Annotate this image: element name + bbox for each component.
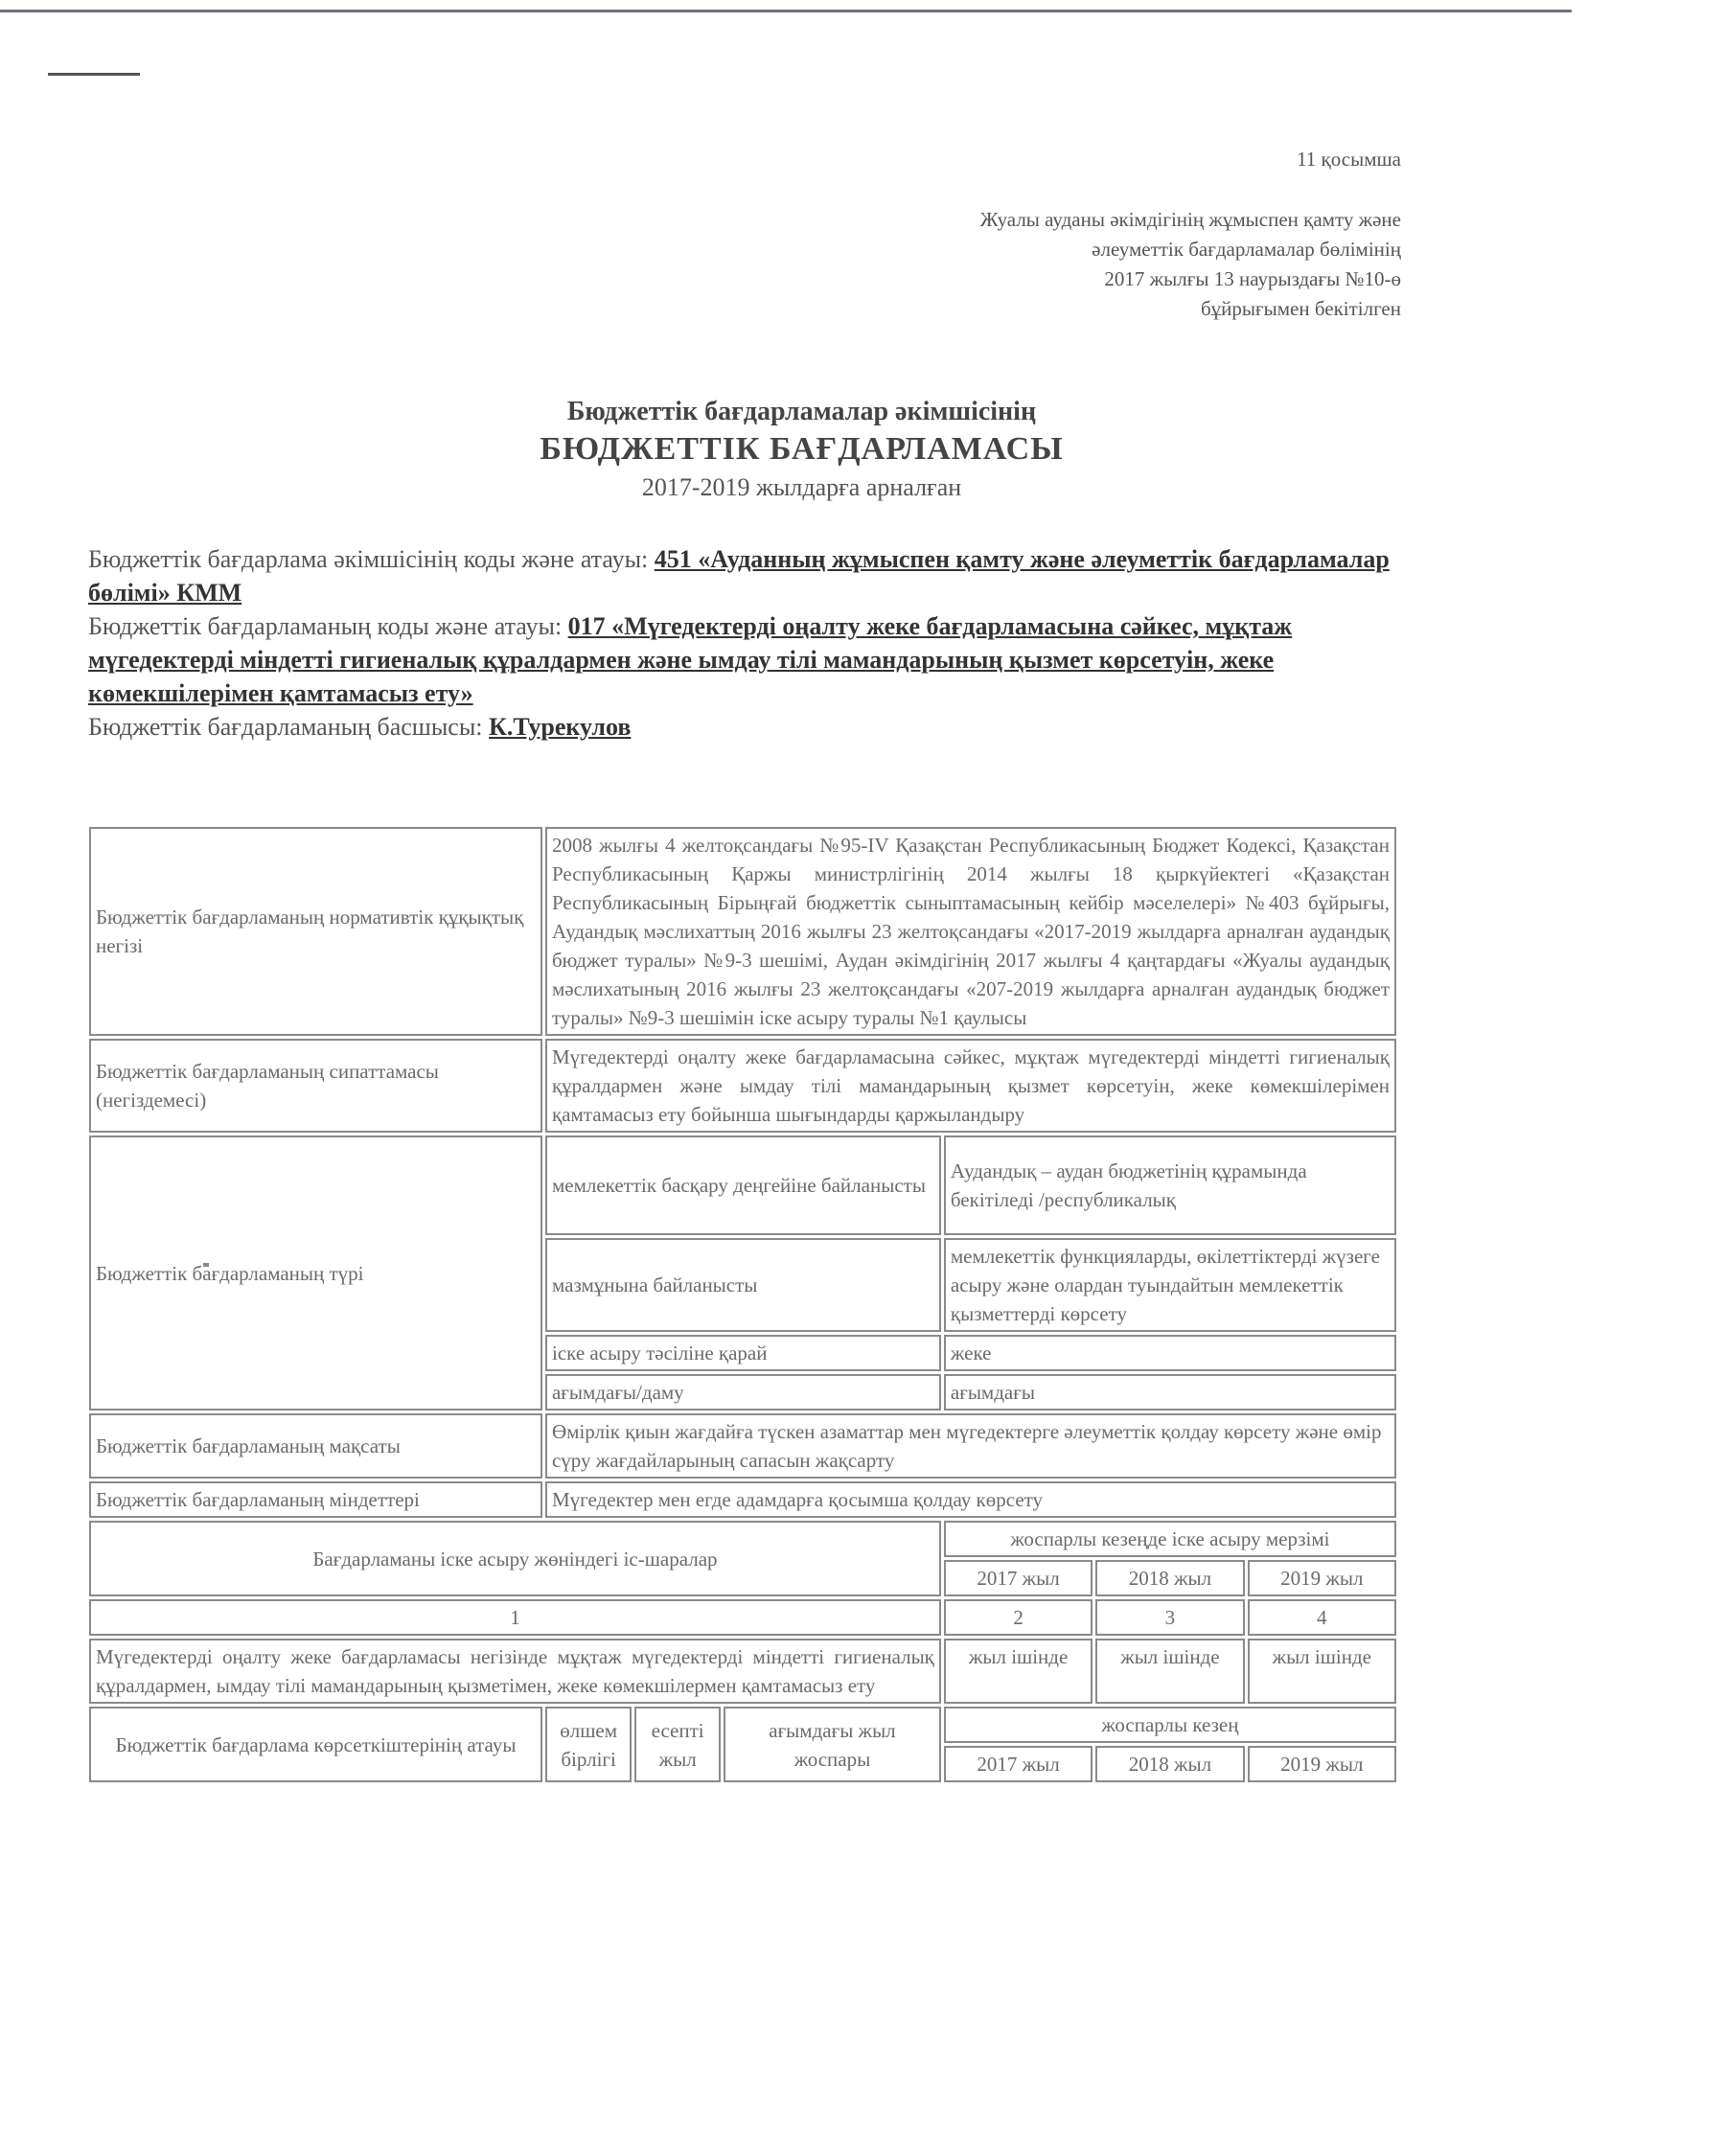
description-label: Бюджеттік бағдарламаның сипаттамасы (негіздемесі) — [89, 1039, 542, 1133]
indicator-header: Бюджеттік бағдарлама көрсеткіштерінің атауы — [89, 1707, 542, 1782]
document-title: БЮДЖЕТТІК БАҒДАРЛАМАСЫ — [540, 431, 1064, 467]
column-number: 4 — [1248, 1599, 1396, 1636]
goal-label: Бюджеттік бағдарламаның мақсаты — [89, 1413, 542, 1479]
title-period: 2017-2019 жылдарға арналған — [641, 473, 962, 501]
approval-line: әлеуметтік бағдарламалар бөлімінің — [1092, 238, 1401, 261]
admin-value: 451 «Ауданның жұмыспен қамту және әлеуметтік бағдарламалар бөлімі» КММ — [88, 545, 1390, 607]
table-row — [89, 1481, 1396, 1518]
table-row — [89, 1039, 1396, 1133]
admin-info — [88, 542, 1430, 609]
admin-label: Бюджеттік бағдарлама әкімшісінің коды және атауы: — [88, 545, 649, 573]
period-header: жоспарлы кезеңде іске асыру мерзімі — [944, 1521, 1396, 1557]
table-row — [89, 827, 1396, 1036]
program-info — [88, 542, 1430, 744]
current-plan-header: ағымдағы жыл жоспары — [724, 1707, 941, 1782]
legal-basis-value: 2008 жылғы 4 желтоқсандағы №95-IV Қазақстан Республикасының Бюджет Кодексі, Қазақстан Республикасының Қаржы министрлігінің 2014 жылғы 18 қыркүйектегі «Қазақстан Республикасының Бірыңғай бюджеттік сыныптамасының кейбір мәселелері» №403 бұйрығы, Аудандық мәслихаттың 2016 жылғы 23 желтоқсандағы «2017-2019 жылдарға арналған аудандық бюджет туралы» №9-3 шешімі, Аудан әкімдігінің 2017 жылғы 4 қаңтардағы «Жуалы аудандық мәслихатының 2016 жылғы 23 желтоқсандағы «207-2019 жылдарға арналған аудандық бюджет туралы» №9-3 шешімін іске асыру туралы №1 қаулысы — [545, 827, 1396, 1036]
measures-header: Бағдарламаны іске асыру жөніндегі іс-шаралар — [89, 1521, 941, 1596]
type-value: ағымдағы — [944, 1374, 1396, 1411]
unit-header: өлшем бірлігі — [545, 1707, 632, 1782]
description-value: Мүгедектерді оңалту жеке бағдарламасына сәйкес, мұқтаж мүгедектерді міндетті гигиеналық құралдармен және ымдау тілі мамандарының қызмет көрсетуін, жеке көмекшілерімен қамтамасыз ету бойынша шығындарды қаржыландыру — [545, 1039, 1396, 1133]
type-value: Аудандық – аудан бюджетінің құрамында бекітіледі /республикалық — [944, 1135, 1396, 1235]
measure-term: жыл ішінде — [1248, 1639, 1396, 1704]
program-code-info — [88, 609, 1430, 710]
program-table — [86, 824, 1399, 1785]
measure-term: жыл ішінде — [944, 1639, 1092, 1704]
year-header: 2018 жыл — [1095, 1746, 1244, 1782]
year-header: 2017 жыл — [944, 1560, 1092, 1596]
table-row — [89, 1135, 1396, 1235]
table-row — [89, 1639, 1396, 1704]
approval-line: Жуалы ауданы әкімдігінің жұмыспен қамту және — [979, 208, 1401, 231]
tasks-value: Мүгедектер мен егде адамдарға қосымша қолдау көрсету — [545, 1481, 1396, 1518]
legal-basis-label: Бюджеттік бағдарламаның нормативтік құқықтық негізі — [89, 827, 542, 1036]
title-line-1: Бюджеттік бағдарламалар әкімшісінің — [566, 397, 1037, 426]
approval-note — [730, 205, 1401, 324]
year-header: 2019 жыл — [1248, 1746, 1396, 1782]
table-row — [89, 1521, 1396, 1557]
plan-period-header: жоспарлы кезең — [944, 1707, 1396, 1743]
type-key: мазмұнына байланысты — [545, 1238, 941, 1332]
year-header: 2017 жыл — [944, 1746, 1092, 1782]
type-key: ағымдағы/даму — [545, 1374, 941, 1411]
type-value: жеке — [944, 1335, 1396, 1371]
column-number: 1 — [89, 1599, 941, 1636]
tasks-label: Бюджеттік бағдарламаның міндеттері — [89, 1481, 542, 1518]
appendix-label: 11 қосымша — [1297, 148, 1401, 171]
approval-line: бұйрығымен бекітілген — [1200, 297, 1401, 320]
scan-edge-line — [0, 10, 1572, 12]
type-key: мемлекеттік басқару деңгейіне байланысты — [545, 1135, 941, 1235]
head-value: К.Турекулов — [489, 713, 632, 741]
scan-mark — [48, 73, 140, 76]
program-type-label: Бюджеттік бағдарламаның түрі — [89, 1135, 542, 1411]
approval-line: 2017 жылғы 13 наурыздағы №10-ө — [1104, 267, 1401, 290]
program-label: Бюджеттік бағдарламаның коды және атауы: — [88, 612, 563, 640]
table-row — [89, 1599, 1396, 1636]
column-number: 2 — [944, 1599, 1092, 1636]
program-head-info — [88, 710, 1430, 744]
table-row — [89, 1413, 1396, 1479]
table-row — [89, 1707, 1396, 1743]
measure-text: Мүгедектерді оңалту жеке бағдарламасы негізінде мұқтаж мүгедектерді міндетті гигиеналық құралдармен, ымдау тілі мамандарының қызметімен, жеке көмекшілермен қамтамасыз ету — [89, 1639, 941, 1704]
head-label: Бюджеттік бағдарламаның басшысы: — [88, 713, 483, 741]
year-header: 2018 жыл — [1095, 1560, 1244, 1596]
goal-value: Өмірлік қиын жағдайға түскен азаматтар мен мүгедектерге әлеуметтік қолдау көрсету және өмір сүру жағдайларының сапасын жақсарту — [545, 1413, 1396, 1479]
program-value: 017 «Мүгедектерді оңалту жеке бағдарламасына сәйкес, мұқтаж мүгедектерді міндетті гигиеналық құралдармен және ымдау тілі мамандарының қызмет көрсетуін, жеке көмекшілерімен қамтамасыз ету» — [88, 612, 1293, 707]
type-key: іске асыру тәсіліне қарай — [545, 1335, 941, 1371]
measure-term: жыл ішінде — [1095, 1639, 1244, 1704]
year-header: 2019 жыл — [1248, 1560, 1396, 1596]
type-value: мемлекеттік функцияларды, өкілеттіктерді жүзеге асыру және олардан туындайтын мемлекеттік қызметтерді көрсету — [944, 1238, 1396, 1332]
report-year-header: есепті жыл — [634, 1707, 721, 1782]
column-number: 3 — [1095, 1599, 1244, 1636]
